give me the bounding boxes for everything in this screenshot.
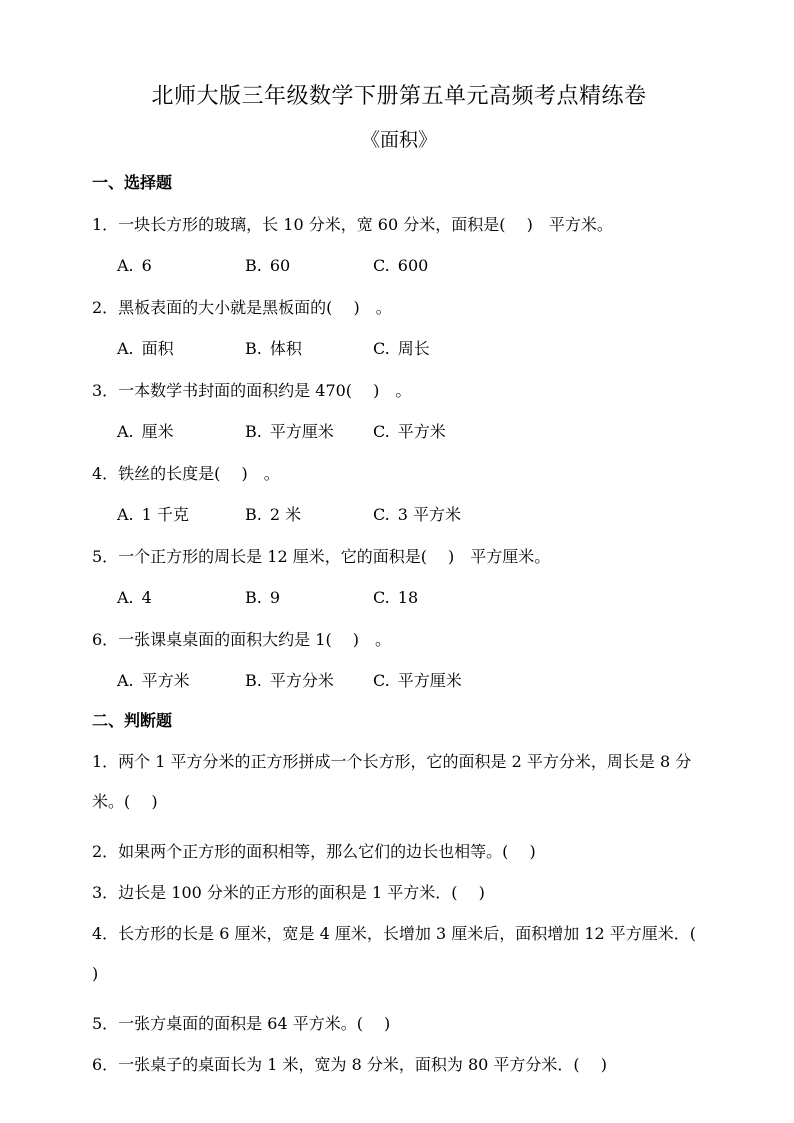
option-label: C. — [373, 339, 390, 358]
option-a — [117, 338, 245, 360]
option-b — [245, 587, 373, 609]
option-text: 周长 — [397, 339, 430, 358]
question-text: 3．一本数学书封面的面积约是 470( ) 。 — [92, 381, 412, 400]
question-text: 5．一个正方形的周长是 12 厘米，它的面积是( ) 平方厘米。 — [92, 547, 551, 566]
option-text: 平方厘米 — [397, 671, 462, 690]
option-c — [373, 504, 501, 526]
page-subtitle: 《面积》 — [360, 129, 437, 151]
option-label: C. — [373, 588, 390, 607]
section-multiple-choice — [92, 172, 706, 692]
option-label: A. — [117, 422, 134, 441]
option-a — [117, 670, 245, 692]
question-text: 6．一张课桌桌面的面积大约是 1( ) 。 — [92, 630, 392, 649]
question-text: 4．长方形的长是 6 厘米，宽是 4 厘米，长增加 3 厘米后，面积增加 12 平方厘米．( ) — [92, 924, 718, 983]
option-a — [117, 587, 245, 609]
option-label: C. — [373, 422, 390, 441]
option-text: 平方米 — [141, 671, 190, 690]
option-b — [245, 338, 373, 360]
option-text: 4 — [141, 588, 152, 607]
option-text: 60 — [269, 256, 291, 275]
question-text: 2．黑板表面的大小就是黑板面的( ) 。 — [92, 298, 392, 317]
option-label: C. — [373, 505, 390, 524]
option-label: B. — [245, 422, 262, 441]
option-c — [373, 338, 501, 360]
option-text: 9 — [269, 588, 281, 607]
option-a — [117, 255, 245, 277]
option-label: A. — [117, 588, 134, 607]
option-text: 厘米 — [141, 422, 174, 441]
option-label: A. — [117, 505, 134, 524]
option-label: B. — [245, 671, 262, 690]
option-label: B. — [245, 588, 262, 607]
option-text: 18 — [397, 588, 419, 607]
question-text: 1．一块长方形的玻璃，长 10 分米，宽 60 分米，面积是( ) 平方米。 — [92, 215, 613, 234]
option-text: 2 米 — [269, 505, 302, 524]
option-label: B. — [245, 256, 262, 275]
option-c — [373, 421, 501, 443]
option-b — [245, 421, 373, 443]
option-text: 600 — [397, 256, 429, 275]
options-row — [117, 587, 706, 609]
option-text: 体积 — [269, 339, 302, 358]
question-text: 5．一张方桌面的面积是 64 平方米。( ) — [92, 1014, 391, 1033]
question-text: 6．一张桌子的桌面长为 1 米，宽为 8 分米，面积为 80 平方分米．( ) — [92, 1055, 607, 1074]
option-b — [245, 504, 373, 526]
question-text: 3．边长是 100 分米的正方形的面积是 1 平方米．( ) — [92, 883, 485, 902]
option-text: 1 千克 — [141, 505, 189, 524]
option-text: 平方分米 — [269, 671, 334, 690]
option-text: 面积 — [141, 339, 174, 358]
option-text: 平方米 — [397, 422, 446, 441]
question-text: 1．两个 1 平方分米的正方形拼成一个长方形，它的面积是 2 平方分米，周长是 8 分米。( ) — [92, 752, 692, 811]
option-text: 3 平方米 — [397, 505, 462, 524]
page-title: 北师大版三年级数学下册第五单元高频考点精练卷 — [151, 84, 647, 109]
option-label: A. — [117, 671, 134, 690]
option-a — [117, 504, 245, 526]
question-text: 4．铁丝的长度是( ) 。 — [92, 464, 280, 483]
option-a — [117, 421, 245, 443]
option-label: C. — [373, 671, 390, 690]
option-label: B. — [245, 339, 262, 358]
option-label: A. — [117, 339, 134, 358]
option-label: B. — [245, 505, 262, 524]
option-label: C. — [373, 256, 390, 275]
options-row — [117, 255, 706, 277]
section-heading: 一、选择题 — [92, 173, 173, 192]
option-c — [373, 670, 501, 692]
options-row — [117, 670, 706, 692]
option-c — [373, 587, 501, 609]
section-heading: 二、判断题 — [92, 711, 173, 730]
section-true-false — [92, 710, 718, 1076]
options-row — [117, 338, 706, 360]
option-b — [245, 255, 373, 277]
option-label: A. — [117, 256, 134, 275]
options-row — [117, 421, 706, 443]
options-row — [117, 504, 706, 526]
option-b — [245, 670, 373, 692]
option-text: 6 — [141, 256, 152, 275]
question-text: 2．如果两个正方形的面积相等，那么它们的边长也相等。( ) — [92, 842, 536, 861]
option-text: 平方厘米 — [269, 422, 334, 441]
option-c — [373, 255, 501, 277]
